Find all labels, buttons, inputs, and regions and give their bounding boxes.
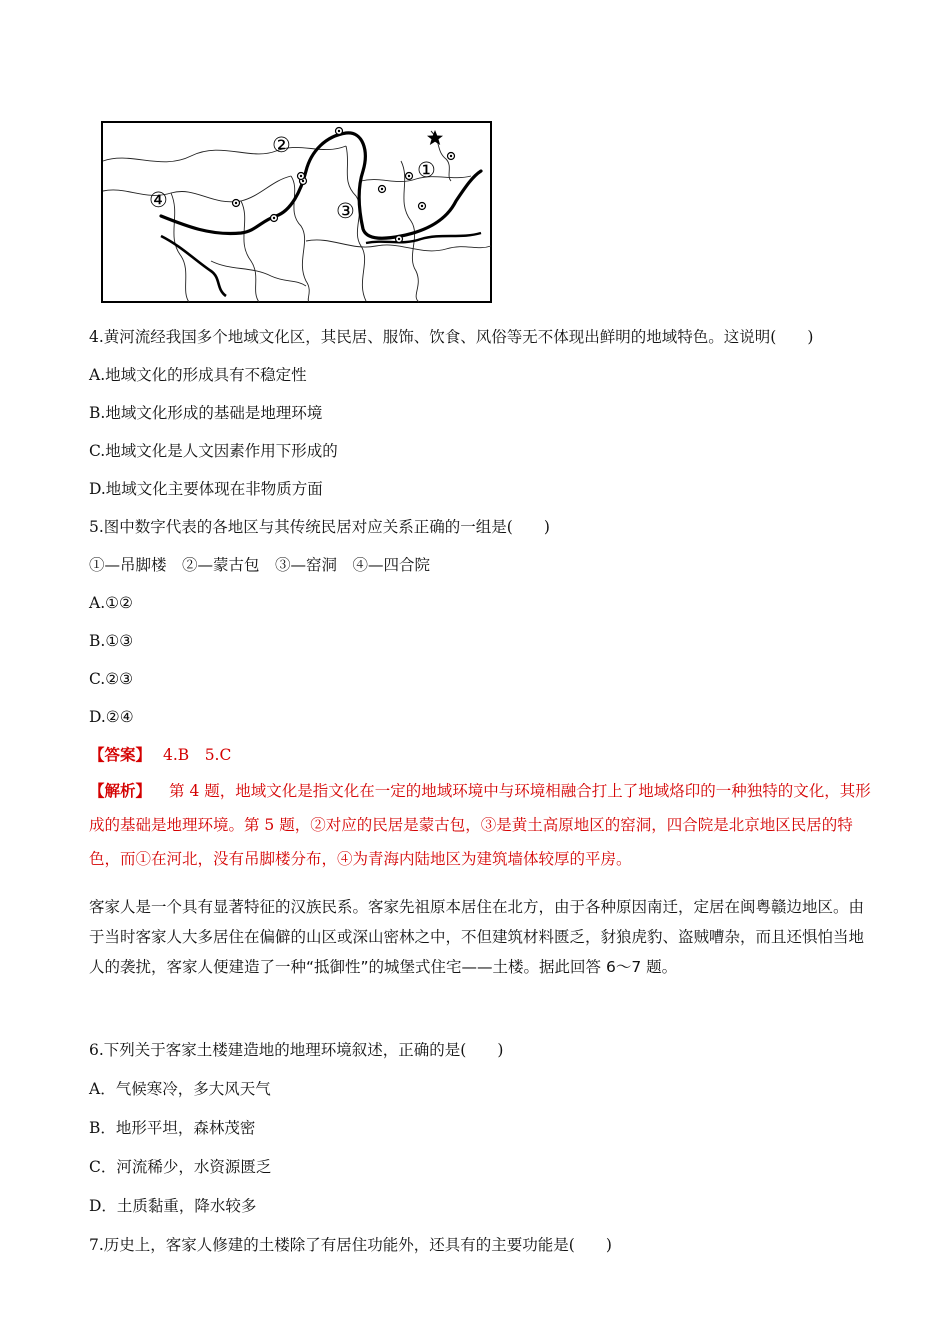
q4-stem: 4.黄河流经我国多个地域文化区，其民居、服饰、饮食、风俗等无不体现出鲜明的地域特色。这说明( ) xyxy=(89,328,814,346)
q4-option-c: C.地域文化是人文因素作用下形成的 xyxy=(89,442,338,460)
q5-option-b: B.①③ xyxy=(89,632,134,650)
answer-text: 4.B 5.C xyxy=(163,746,232,764)
yellow-river-map xyxy=(101,121,492,303)
q5-option-c: C.②③ xyxy=(89,670,134,688)
answer-tag: 【答案】 xyxy=(89,745,152,764)
q5-option-d: D.②④ xyxy=(89,708,134,726)
q4-option-d: D.地域文化主要体现在非物质方面 xyxy=(89,480,323,498)
hakka-passage: 客家人是一个具有显著特征的汉族民系。客家先祖原本居住在北方，由于各种原因南迁，定居在闽粤赣边地区。由于当时客家人大多居住在偏僻的山区或深山密林之中，不但建筑材料匮乏，豺狼虎豹、盗贼嘈杂，而且还惧怕当地人的袭扰，客家人便建造了一种“抵御性”的城堡式住宅——土楼。据此回答 6～7 题。 xyxy=(89,898,865,976)
analysis-text: 第 4 题，地域文化是指文化在一定的地域环境中与环境相融合打上了地域烙印的一种独特的文化，其形成的基础是地理环境。第 5 题，②对应的民居是蒙古包，③是黄土高原地区的窑洞，四合院是北京地区民居的特色，而①在河北，没有吊脚楼分布，④为青海内陆地区为建筑墙体较厚的平房。 xyxy=(89,782,871,868)
map-label-2: ② xyxy=(272,133,291,157)
q6-option-a: A．气候寒冷，多大风天气 xyxy=(89,1080,271,1098)
analysis-tag: 【解析】 xyxy=(89,781,152,800)
q6-stem: 6.下列关于客家土楼建造地的地理环境叙述，正确的是( ) xyxy=(89,1041,504,1059)
q5-option-a: A.①② xyxy=(89,594,133,612)
answer-line xyxy=(89,745,231,765)
map-label-3: ③ xyxy=(336,199,355,223)
analysis-block xyxy=(89,774,879,876)
q7-stem: 7.历史上，客家人修建的土楼除了有居住功能外，还具有的主要功能是( ) xyxy=(89,1236,612,1254)
map-label-4: ④ xyxy=(149,188,168,212)
q5-pairs: ①—吊脚楼 ②—蒙古包 ③—窑洞 ④—四合院 xyxy=(89,556,431,574)
q6-option-b: B．地形平坦，森林茂密 xyxy=(89,1119,256,1137)
q4-option-a: A.地域文化的形成具有不稳定性 xyxy=(89,366,307,384)
q5-stem: 5.图中数字代表的各地区与其传统民居对应关系正确的一组是( ) xyxy=(89,518,550,536)
q6-option-d: D．土质黏重，降水较多 xyxy=(89,1197,257,1215)
map-label-1: ① xyxy=(417,158,436,182)
q4-option-b: B.地域文化形成的基础是地理环境 xyxy=(89,404,323,422)
q6-option-c: C．河流稀少，水资源匮乏 xyxy=(89,1158,272,1176)
